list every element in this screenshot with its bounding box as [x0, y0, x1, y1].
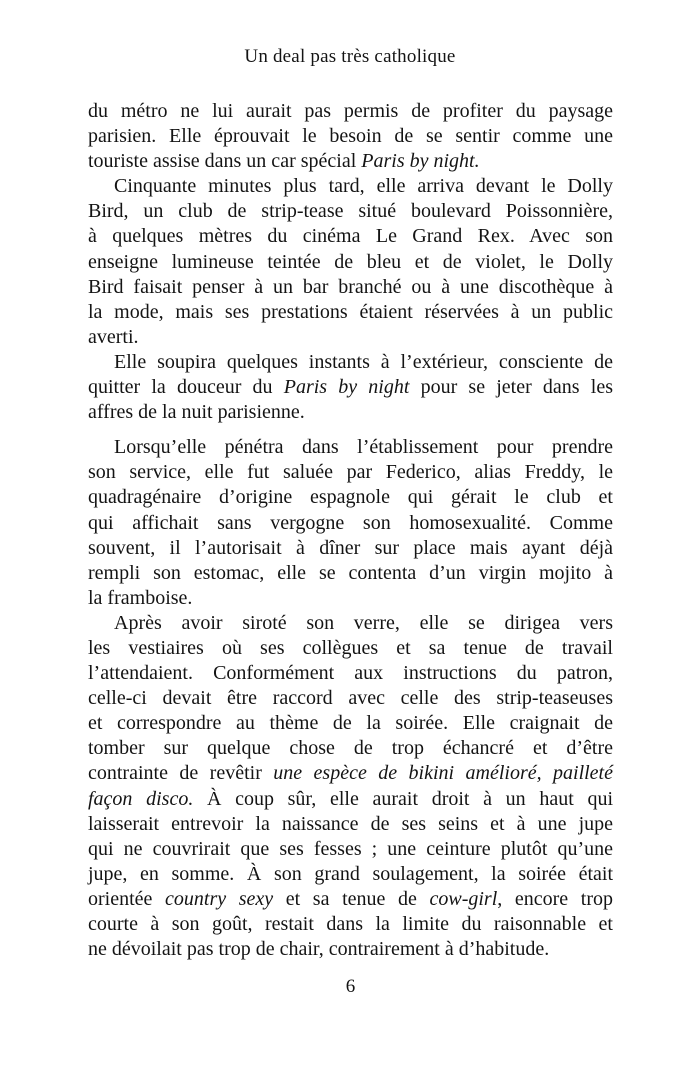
- text-segment: parisien. Elle éprouvait le besoin de se sentir comme une: [88, 125, 613, 148]
- text-segment: enseigne lumineuse teintée de bleu et de violet, le Dolly: [88, 250, 613, 273]
- text-segment: et correspondre au thème de la soirée. Elle craignait de: [88, 712, 613, 735]
- text-segment: rempli son estomac, elle se contenta d’un virgin mojito à: [88, 561, 613, 584]
- running-header-title: Un deal pas très catholique: [244, 46, 456, 67]
- italic-text: cow-girl: [429, 887, 498, 910]
- text-segment: contrainte de revêtir: [88, 762, 274, 785]
- text-line: [88, 862, 613, 887]
- text-line: [88, 199, 613, 224]
- text-segment: Lorsqu’elle pénétra dans l’établissement pour prendre: [114, 436, 613, 459]
- text-segment: affres de la nuit parisienne.: [88, 401, 305, 424]
- text-segment: orientée: [88, 887, 166, 910]
- text-segment: averti.: [88, 325, 139, 348]
- text-segment: Elle soupira quelques instants à l’extérieur, consciente de: [114, 350, 613, 373]
- text-segment: quitter la douceur du: [88, 376, 284, 399]
- text-line: [88, 561, 613, 586]
- text-line: [88, 937, 613, 962]
- text-line: [88, 787, 613, 812]
- italic-text: Paris by night: [283, 376, 410, 399]
- text-line: [88, 636, 613, 661]
- text-segment: ne dévoilait pas trop de chair, contrairement à d’habitude.: [88, 938, 550, 961]
- text-line: [88, 250, 613, 275]
- text-line: [88, 300, 613, 325]
- text-line: [88, 350, 613, 375]
- text-line: [88, 275, 613, 300]
- text-line: [88, 586, 613, 611]
- text-line: [88, 460, 613, 485]
- text-line: [88, 611, 613, 636]
- text-segment: Cinquante minutes plus tard, elle arriva devant le Dolly: [114, 175, 613, 198]
- text-segment: Bird, un club de strip-tease situé boulevard Poissonnière,: [88, 200, 613, 223]
- text-block: [88, 99, 613, 962]
- paragraph: [88, 99, 613, 174]
- text-segment: la mode, mais ses prestations étaient réservées à un public: [88, 300, 613, 323]
- italic-text: une espèce de bikini amélioré, pailleté: [273, 762, 613, 785]
- text-line: [88, 837, 613, 862]
- text-line: [88, 912, 613, 937]
- text-line: [88, 736, 613, 761]
- text-segment: jupe, en somme. À son grand soulagement, la soirée était: [88, 862, 613, 885]
- italic-text: façon disco.: [88, 787, 194, 810]
- page-number: 6: [345, 976, 356, 997]
- text-segment: touriste assise dans un car spécial: [88, 150, 362, 173]
- text-segment: l’attendaient. Conformément aux instructions du patron,: [88, 662, 613, 685]
- text-segment: À coup sûr, elle aurait droit à un haut qui: [193, 787, 614, 810]
- text-segment: souvent, il l’autorisait à dîner sur place mais ayant déjà: [88, 536, 613, 559]
- italic-text: Paris by night.: [361, 150, 480, 173]
- text-segment: laisserait entrevoir la naissance de ses seins et à une jupe: [88, 812, 613, 835]
- paragraph: [88, 611, 613, 962]
- text-segment: qui affichait sans vergogne son homosexualité. Comme: [88, 511, 613, 534]
- text-line: [88, 812, 613, 837]
- text-line: [88, 711, 613, 736]
- text-segment: et sa tenue de: [273, 887, 430, 910]
- paragraph: [88, 435, 613, 611]
- text-segment: les vestiaires où ses collègues et sa tenue de travail: [88, 636, 613, 659]
- text-segment: quadragénaire d’origine espagnole qui gérait le club et: [88, 486, 613, 509]
- text-line: [88, 174, 613, 199]
- text-segment: son service, elle fut saluée par Federico, alias Freddy, le: [88, 461, 613, 484]
- text-segment: Après avoir siroté son verre, elle se dirigea vers: [114, 611, 613, 634]
- text-line: [88, 485, 613, 510]
- italic-text: country sexy: [165, 887, 274, 910]
- text-segment: Bird faisait penser à un bar branché ou à une discothèque à: [88, 275, 613, 298]
- text-line: [88, 435, 613, 460]
- text-segment: courte à son goût, restait dans la limite du raisonnable et: [88, 913, 613, 935]
- text-line: [88, 761, 613, 786]
- text-segment: qui ne couvrirait que ses fesses ; une ceinture plutôt qu’une: [88, 837, 613, 860]
- text-line: [88, 887, 613, 912]
- text-line: [88, 400, 613, 425]
- paragraph: [88, 350, 613, 425]
- text-segment: , encore trop: [497, 887, 613, 910]
- text-segment: la framboise.: [88, 586, 193, 609]
- text-line: [88, 149, 613, 174]
- text-segment: du métro ne lui aurait pas permis de profiter du paysage: [88, 100, 613, 122]
- paragraph: [88, 174, 613, 350]
- text-line: [88, 661, 613, 686]
- text-line: [88, 325, 613, 350]
- text-segment: celle-ci devait être raccord avec celle des strip-teaseuses: [88, 687, 613, 710]
- text-line: [88, 511, 613, 536]
- text-segment: à quelques mètres du cinéma Le Grand Rex. Avec son: [88, 225, 613, 248]
- text-line: [88, 224, 613, 249]
- text-line: [88, 99, 613, 124]
- text-line: [88, 686, 613, 711]
- text-segment: pour se jeter dans les: [409, 376, 613, 399]
- text-segment: tomber sur quelque chose de trop échancré et d’être: [88, 737, 613, 760]
- text-line: [88, 375, 613, 400]
- text-line: [88, 124, 613, 149]
- text-line: [88, 536, 613, 561]
